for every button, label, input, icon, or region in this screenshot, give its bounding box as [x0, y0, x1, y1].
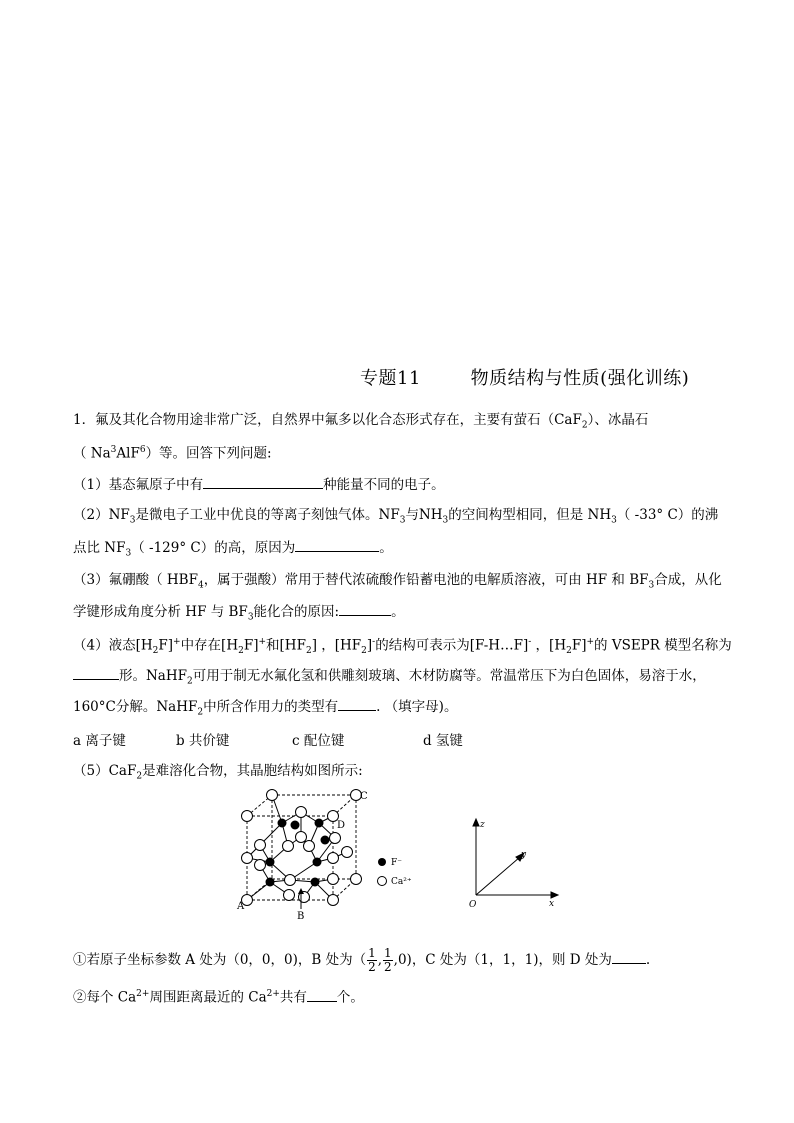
page-title: 专题11 物质结构与性质(强化训练) — [360, 368, 690, 389]
sub-question-2: ②每个 $Ca^{2+}$周围距离最近的 $Ca^{2+}$共有 个。 — [73, 985, 364, 1007]
option-d: d 氢键 — [423, 733, 463, 749]
answer-blank-1[interactable] — [203, 474, 323, 489]
q1-part4-line3: 160°C分解。NaHF$_2$中所含作用力的类型有 . （填字母)。 — [73, 696, 457, 722]
fraction-half-x: $\frac{1}{2}$ — [368, 946, 376, 974]
crystal-cell-figure — [225, 785, 425, 920]
label-b: B — [297, 911, 305, 920]
q1-part1: （1）基态氟原子中有 种能量不同的电子。 — [73, 474, 445, 494]
axis-z-label: z — [480, 820, 485, 830]
q1-part2-line2: 点比 $NF_3$（ -129° C）的高，原因为 。 — [73, 537, 393, 563]
coordinate-axes-figure — [460, 815, 570, 910]
answer-blank-5[interactable] — [338, 696, 376, 711]
label-c: C — [360, 791, 368, 802]
legend-filled-circle-icon — [378, 858, 386, 866]
fraction-half-y: $\frac{1}{2}$ — [384, 946, 392, 974]
q1-intro: 1．氟及其化合物用途非常广泛，自然界中氟多以化合态形式存在，主要有萤石（CaF$_2$）、冰晶石 — [73, 412, 649, 431]
legend-open-circle-icon — [378, 877, 387, 886]
option-b: b 共价键 — [176, 733, 230, 749]
axis-x-label: x — [549, 899, 555, 909]
answer-blank-7[interactable] — [307, 987, 337, 1002]
answer-blank-2[interactable] — [295, 537, 379, 552]
q1-part2: $(2)NF_3$是微电子工业中优良的等离子刻蚀气体。$NF_3$与$NH_3$的空间构型相同，但是 $NH_3$（ -33° C）的沸 — [73, 507, 719, 526]
q1-part3: （3）氟硼酸（ $HBF_4$，属于强酸）常用于替代浓硫酸作铅蓄电池的电解质溶液，可由 HF 和 $BF_3$合成，从化 — [73, 572, 722, 591]
legend-ca-label: Ca²⁺ — [391, 877, 412, 887]
q1-part5: （5）CaF$_2$是难溶化合物，其晶胞结构如图所示: — [73, 763, 363, 782]
axis-y-label: y — [521, 850, 527, 860]
label-d: D — [337, 820, 346, 831]
answer-blank-6[interactable] — [612, 949, 646, 964]
q1-part4: （4）液态$[H_2F]^+$中存在$[H_2F]^+$和$[HF_2]$ ，$[HF_2]^-$的结构可表示为[F-H…F]- ，$[H_2F]^+$的 VSEPR 模型名称为 — [73, 637, 732, 657]
q1-part3-line2: 学键形成角度分析 HF 与 $BF_3$能化合的原因: 。 — [73, 601, 405, 627]
q1-intro-2: （ Na$^3$AlF$^6$）等。回答下列问题: — [73, 445, 272, 462]
sub-question-1: ①若原子坐标参数 A 处为（0，0，0)，B 处为（ $\frac{1}{2}$ , $\frac{1}{2}$ ,0)，C 处为（1，1，1)，则 D 处为 . — [73, 946, 651, 974]
label-a: A — [237, 901, 245, 912]
answer-blank-3[interactable] — [339, 601, 391, 616]
axis-origin-label: O — [469, 900, 477, 910]
legend-f-label: F⁻ — [391, 858, 402, 868]
option-a: a 离子键 — [73, 733, 126, 749]
answer-blank-4[interactable] — [73, 665, 119, 680]
option-c: c 配位键 — [292, 733, 345, 749]
q1-part4-line2: 形。NaHF$_2$可用于制无水氟化氢和供雕刻玻璃、木材防腐等。常温常压下为白色固体，易溶于水， — [73, 665, 706, 691]
